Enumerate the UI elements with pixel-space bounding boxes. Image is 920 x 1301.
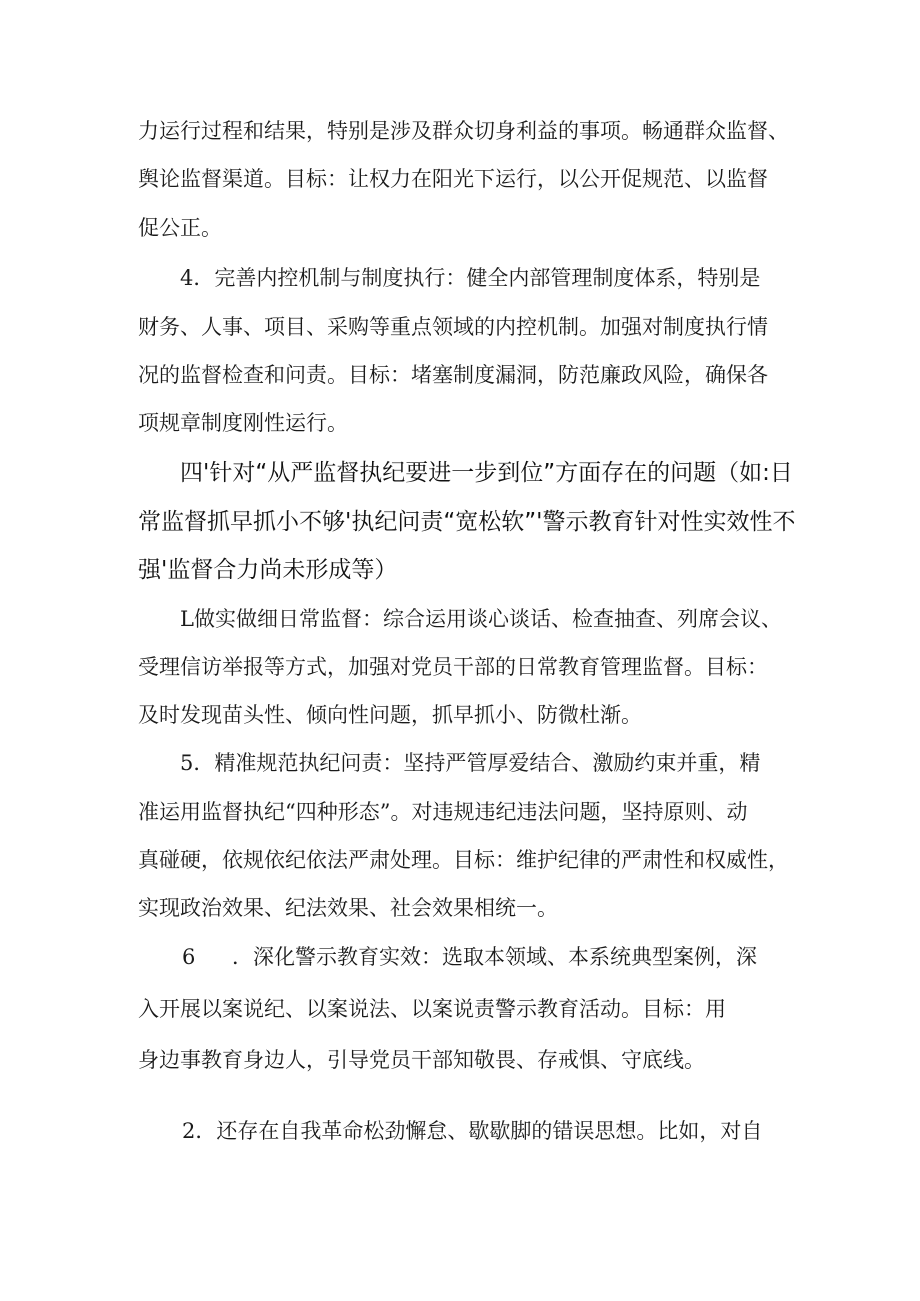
paragraph-6-number: 6 xyxy=(182,945,196,969)
paragraph-4-line-2: 财务、人事、项目、采购等重点领域的内控机制。加强对制度执行情 xyxy=(138,315,768,339)
paragraph-6-line-1: ．深化警示教育实效：选取本领域、本系统典型案例，深 xyxy=(232,945,757,969)
paragraph-l-line-3: 及时发现苗头性、倾向性问题，抓早抓小、防微杜渐。 xyxy=(138,703,642,727)
paragraph-5-line-2: 准运用监督执纪“四种形态”。对违规违纪违法问题，坚持原则、动 xyxy=(138,800,748,824)
paragraph-2-line-1: 2．还存在自我革命松劲懈怠、歇歇脚的错误思想。比如，对自 xyxy=(182,1119,763,1143)
paragraph-l-line-2: 受理信访举报等方式，加强对党员干部的日常教育管理监督。目标： xyxy=(138,655,768,679)
paragraph-6-line-3: 身边事教育身边人，引导党员干部知敬畏、存戒惧、守底线。 xyxy=(138,1048,705,1072)
paragraph-6-line-2: 入开展以案说纪、以案说法、以案说责警示教育活动。目标：用 xyxy=(138,997,726,1021)
intro-line-3: 促公正。 xyxy=(138,216,222,240)
intro-line-2: 舆论监督渠道。目标：让权力在阳光下运行，以公开促规范、以监督 xyxy=(138,167,768,191)
paragraph-4-line-3: 况的监督检查和问责。目标：堵塞制度漏洞，防范廉政风险，确保各 xyxy=(138,363,768,387)
section-heading-line-2: 常监督抓早抓小不够'执纪问责“宽松软”'警示教育针对性实效性不 xyxy=(138,509,796,535)
section-heading-line-3: 强'监督合力尚未形成等） xyxy=(138,557,398,583)
paragraph-5-line-3: 真碰硬，依规依纪依法严肃处理。目标：维护纪律的严肃性和权威性， xyxy=(138,848,789,872)
paragraph-4-line-4: 项规章制度刚性运行。 xyxy=(138,411,348,435)
paragraph-l-line-1: L做实做细日常监督：综合运用谈心谈话、检查抽查、列席会议、 xyxy=(180,607,782,631)
intro-line-1: 力运行过程和结果，特别是涉及群众切身利益的事项。畅通群众监督、 xyxy=(138,119,789,143)
paragraph-4-line-1: 4．完善内控机制与制度执行：健全内部管理制度体系，特别是 xyxy=(180,266,761,290)
section-heading-line-1: 四'针对“从严监督执纪要进一步到位”方面存在的问题（如:日 xyxy=(180,460,793,486)
paragraph-5-line-1: 5．精准规范执纪问责：坚持严管厚爱结合、激励约束并重，精 xyxy=(180,751,761,775)
paragraph-5-line-4: 实现政治效果、纪法效果、社会效果相统一。 xyxy=(138,896,558,920)
